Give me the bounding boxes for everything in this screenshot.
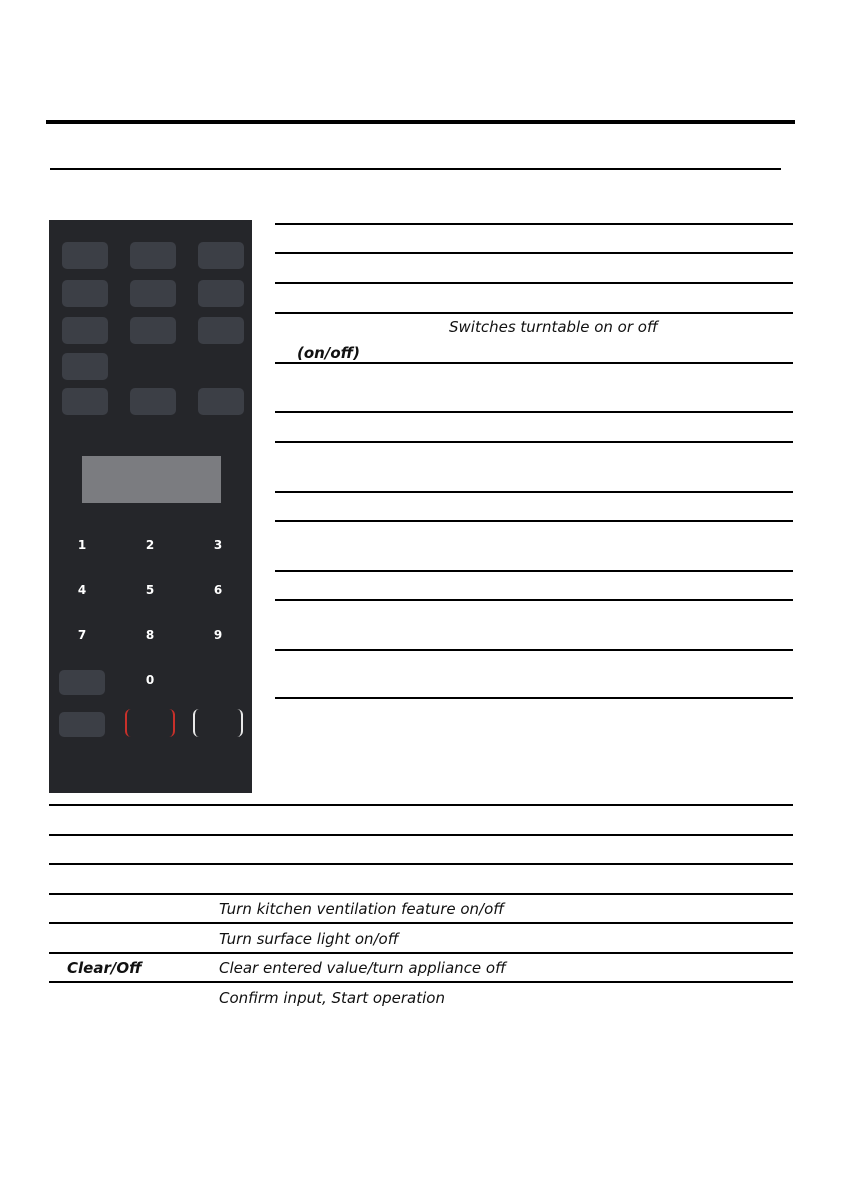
bottom-table-rule — [49, 922, 793, 924]
ventilation-description: Turn kitchen ventilation feature on/off — [219, 900, 505, 918]
keypad-bottom-key[interactable] — [59, 712, 105, 737]
function-key-1[interactable] — [62, 242, 108, 269]
bottom-table-rule — [49, 834, 793, 836]
display-window — [82, 456, 221, 503]
function-key-3[interactable] — [198, 242, 244, 269]
right-table-rule — [275, 223, 793, 225]
digit-key-5[interactable]: 5 — [145, 583, 155, 597]
turntable-description: Switches turntable on or off — [449, 318, 658, 336]
digit-key-8[interactable]: 8 — [145, 628, 155, 642]
bottom-table-rule — [49, 893, 793, 895]
right-table-rule — [275, 282, 793, 284]
function-key-12[interactable] — [198, 388, 244, 415]
bottom-table-rule — [49, 863, 793, 865]
function-key-6[interactable] — [198, 280, 244, 307]
function-key-11[interactable] — [130, 388, 176, 415]
start-description: Confirm input, Start operation — [219, 989, 445, 1007]
digit-key-3[interactable]: 3 — [213, 538, 223, 552]
right-table-rule — [275, 649, 793, 651]
header-thin-rule — [50, 168, 781, 170]
digit-key-9[interactable]: 9 — [213, 628, 223, 642]
digit-key-1[interactable]: 1 — [77, 538, 87, 552]
right-table-rule — [275, 697, 793, 699]
clear-off-label: Clear/Off — [67, 959, 142, 977]
function-key-4[interactable] — [62, 280, 108, 307]
function-key-5[interactable] — [130, 280, 176, 307]
function-key-9[interactable] — [198, 317, 244, 344]
bottom-table-rule — [49, 952, 793, 954]
digit-key-0[interactable]: 0 — [145, 673, 155, 687]
right-table-rule — [275, 491, 793, 493]
function-key-8[interactable] — [130, 317, 176, 344]
turntable-sublabel: (on/off) — [297, 344, 360, 362]
function-key-7[interactable] — [62, 317, 108, 344]
clear-off-key[interactable] — [125, 709, 175, 737]
right-table-rule — [275, 599, 793, 601]
right-table-rule — [275, 312, 793, 314]
digit-key-7[interactable]: 7 — [77, 628, 87, 642]
right-table-rule — [275, 570, 793, 572]
keypad-side-key[interactable] — [59, 670, 105, 695]
right-table-rule — [275, 441, 793, 443]
right-table-rule — [275, 252, 793, 254]
right-table-rule — [275, 411, 793, 413]
turntable-key[interactable] — [62, 353, 108, 380]
control-panel — [49, 220, 252, 793]
header-thick-rule — [46, 120, 795, 124]
function-key-10[interactable] — [62, 388, 108, 415]
start-key[interactable] — [193, 709, 243, 737]
surface-light-description: Turn surface light on/off — [219, 930, 399, 948]
right-table-rule — [275, 362, 793, 364]
right-table-rule — [275, 520, 793, 522]
bottom-table-rule — [49, 804, 793, 806]
clear-off-description: Clear entered value/turn appliance off — [219, 959, 506, 977]
bottom-table-rule — [49, 981, 793, 983]
digit-key-2[interactable]: 2 — [145, 538, 155, 552]
digit-key-4[interactable]: 4 — [77, 583, 87, 597]
digit-key-6[interactable]: 6 — [213, 583, 223, 597]
function-key-2[interactable] — [130, 242, 176, 269]
